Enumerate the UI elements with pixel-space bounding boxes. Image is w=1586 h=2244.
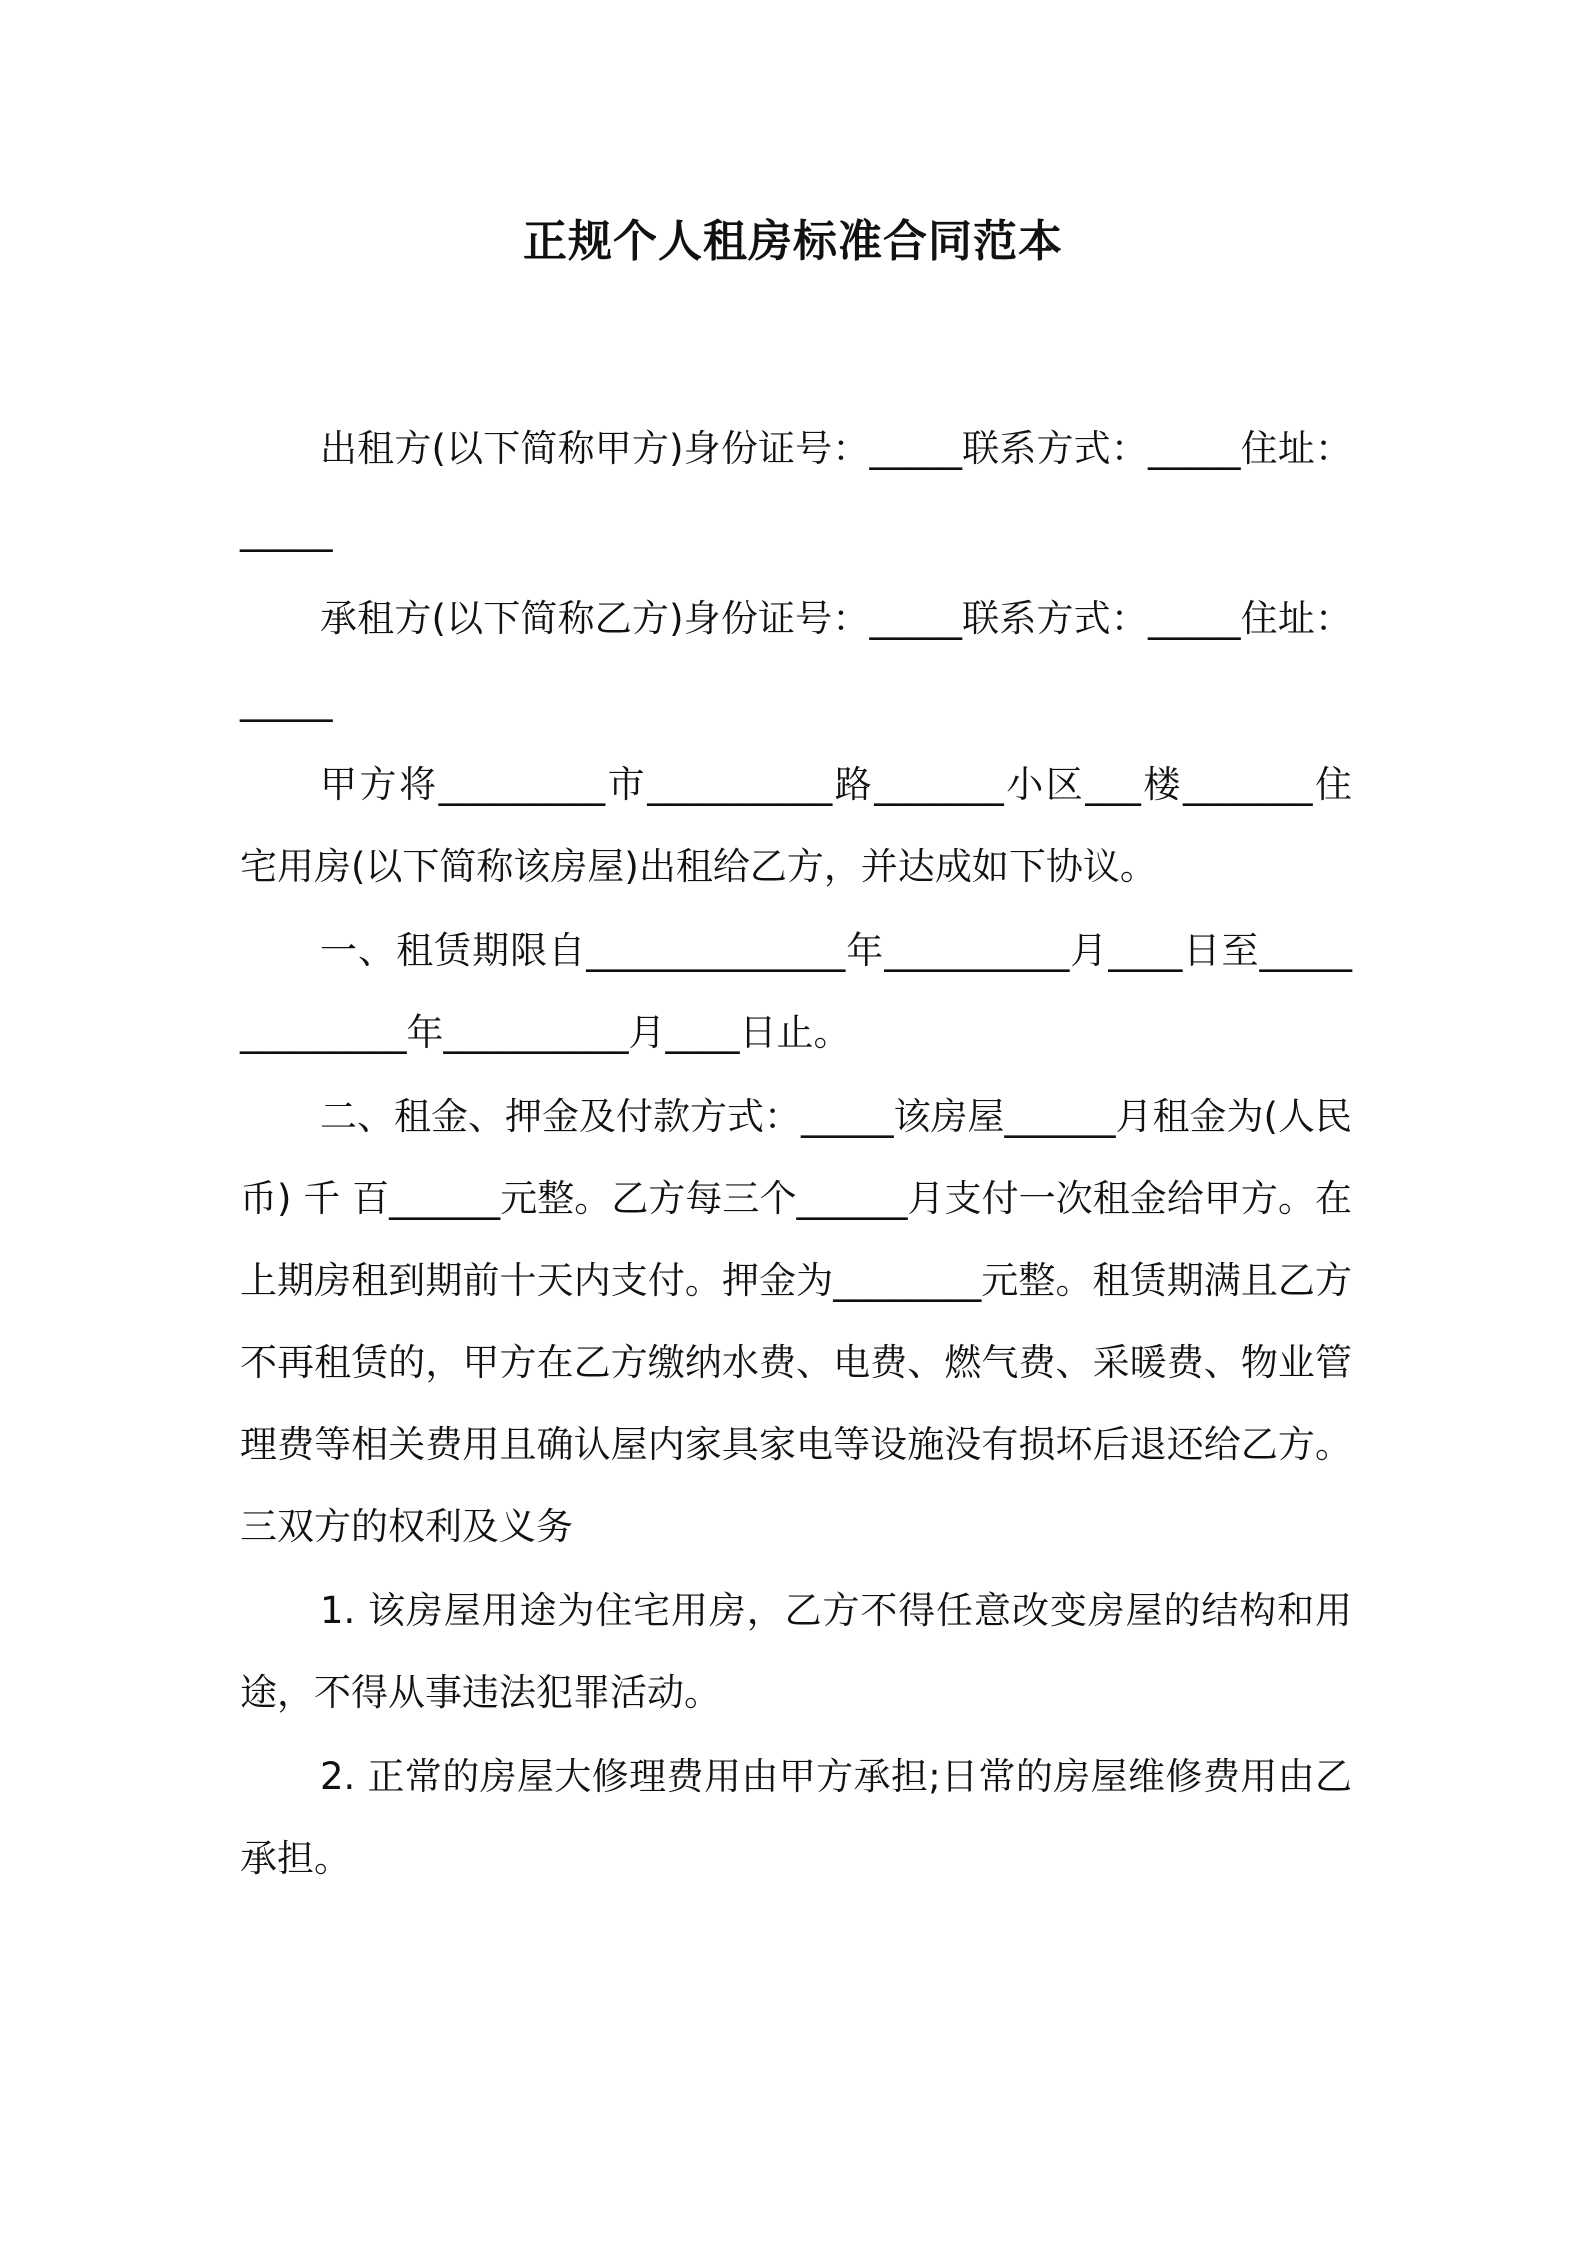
paragraph-rent-deposit: 二、租金、押金及付款方式：_____该房屋______月租金为(人民币) 千 百______元整。乙方每三个______月支付一次租金给甲方。在上期房租到期前十天内支付。押金为________元整。租赁期满且乙方不再租赁的，甲方在乙方缴纳水费、电费、燃气费、采暖费、物业管理费等相关费用且确认屋内家具家电等设施没有损坏后退还给乙方。三双方的权利及义务 xyxy=(240,1095,1352,1548)
paragraph-lease-term: 一、租赁期限自______________年__________月____日至______________年__________月____日止。 xyxy=(240,929,1352,1054)
document-title: 正规个人租房标准合同范本 xyxy=(523,216,1063,267)
paragraph-lessee-info: 承租方(以下简称乙方)身份证号：_____联系方式：_____住址：_____ xyxy=(240,597,1352,722)
paragraph-lessor-info: 出租方(以下简称甲方)身份证号：_____联系方式：_____住址：_____ xyxy=(240,427,1352,552)
paragraph-clause-1: 1. 该房屋用途为住宅用房，乙方不得任意改变房屋的结构和用途，不得从事违法犯罪活动。 xyxy=(240,1589,1352,1714)
paragraph-premises: 甲方将_________市__________路_______小区___楼_______住宅用房(以下简称该房屋)出租给乙方，并达成如下协议。 xyxy=(240,763,1352,888)
paragraph-clause-2: 2. 正常的房屋大修理费用由甲方承担;日常的房屋维修费用由乙承担。 xyxy=(240,1755,1352,1880)
document-body xyxy=(240,408,1352,1900)
